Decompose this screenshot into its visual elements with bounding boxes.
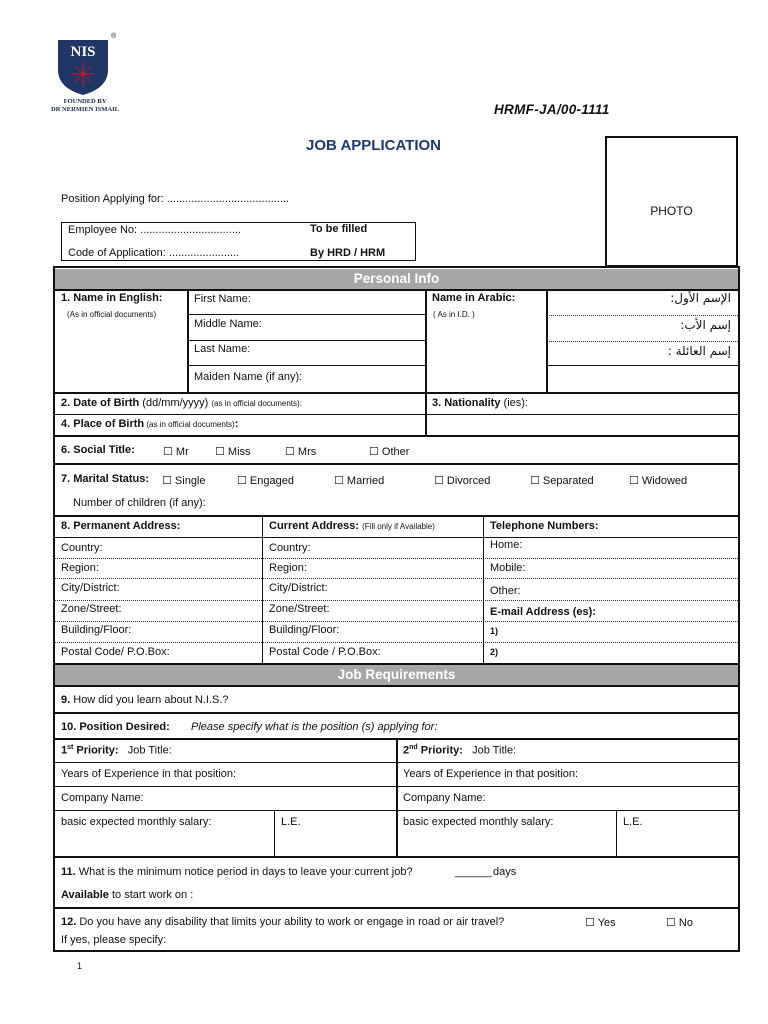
position-applying-field[interactable]: Position Applying for: ........................................: [61, 193, 290, 205]
dob-format: (dd/mm/yyyy): [139, 397, 212, 409]
phone-other-field[interactable]: Other:: [490, 585, 521, 597]
marital-divorced-checkbox[interactable]: ☐ Divorced: [434, 475, 491, 487]
photo-box[interactable]: [605, 136, 738, 267]
priority-2-job-title-field[interactable]: [403, 744, 516, 757]
founded-line1: FOUNDED BY: [63, 98, 107, 105]
available-label: Available: [61, 889, 109, 901]
name-arabic-label: Name in Arabic:: [432, 292, 516, 304]
disability-specify-field[interactable]: If yes, please specify:: [61, 934, 167, 946]
name-english-label: 1. Name in English:: [61, 292, 163, 304]
priority-2-years-field[interactable]: Years of Experience in that position:: [403, 768, 579, 780]
logo-text: NIS: [70, 44, 96, 60]
social-title-other-checkbox[interactable]: ☐ Other: [369, 446, 410, 458]
priority-2-label: Priority:: [417, 744, 463, 757]
place-of-birth-field[interactable]: [61, 418, 238, 430]
disability-no-checkbox[interactable]: ☐ No: [666, 917, 693, 929]
perm-zone-field[interactable]: Zone/Street:: [61, 603, 122, 615]
employee-no-field[interactable]: Employee No: .................................: [68, 224, 241, 236]
email-2-field[interactable]: 2): [490, 647, 499, 657]
nationality-label: 3. Nationality: [432, 397, 501, 409]
q12-text: Do you have any disability that limits your ability to work or engage in road or air travel?: [76, 916, 505, 928]
social-title-mr-checkbox[interactable]: ☐ Mr: [163, 446, 189, 458]
pob-note: (as in official documents): [144, 420, 235, 429]
marital-widowed-checkbox[interactable]: ☐ Widowed: [629, 475, 688, 487]
priority-1-label: Priority:: [73, 744, 119, 757]
position-desired-instruction: Please specify what is the position (s) applying for:: [191, 721, 438, 733]
date-of-birth-field[interactable]: [61, 397, 302, 409]
by-hrd-note: By HRD / HRM: [310, 247, 386, 259]
social-title-miss-checkbox[interactable]: ☐ Miss: [215, 446, 251, 458]
permanent-address-label: 8. Permanent Address:: [61, 520, 181, 532]
q12-disability-question: [61, 916, 504, 928]
marital-single-checkbox[interactable]: ☐ Single: [162, 475, 206, 487]
founded-line2: DR NERMIEN ISMAIL: [51, 106, 119, 113]
perm-country-field[interactable]: Country:: [61, 542, 103, 554]
current-address-note: (Fill only if Available): [362, 522, 435, 531]
telephone-numbers-label: Telephone Numbers:: [490, 520, 599, 532]
middle-name-field[interactable]: Middle Name:: [194, 318, 262, 330]
curr-country-field[interactable]: Country:: [269, 542, 311, 554]
curr-city-field[interactable]: City/District:: [269, 582, 328, 594]
number-of-children-field[interactable]: Number of children (if any):: [73, 497, 206, 509]
q11-days-input[interactable]: ______: [455, 866, 492, 878]
marital-engaged-checkbox[interactable]: ☐ Engaged: [237, 475, 294, 487]
priority-2-sup: nd: [409, 744, 418, 751]
q9-number: 9.: [61, 694, 71, 706]
priority-1-salary-label: basic expected monthly salary:: [61, 816, 212, 828]
dob-label: 2. Date of Birth: [61, 397, 140, 409]
arabic-first-name-field[interactable]: الإسم الأول:: [670, 291, 731, 305]
q9-text: How did you learn about N.I.S.?: [70, 694, 229, 706]
priority-2-salary-label: basic expected monthly salary:: [403, 816, 554, 828]
q11-days-label: days: [493, 866, 517, 878]
priority-2-num: 2: [403, 744, 410, 757]
email-1-field[interactable]: 1): [490, 626, 499, 636]
perm-postal-field[interactable]: Postal Code/ P.O.Box:: [61, 646, 170, 658]
q11-notice-period: [61, 866, 413, 878]
priority-1-job-title-field[interactable]: [61, 744, 172, 757]
arabic-father-name-field[interactable]: إسم الأب:: [680, 318, 731, 332]
current-address-label-group: [269, 520, 435, 532]
nationality-field[interactable]: [432, 397, 528, 409]
perm-building-field[interactable]: Building/Floor:: [61, 624, 132, 636]
to-be-filled-note: To be filled: [310, 223, 368, 235]
registered-mark: ®: [111, 33, 117, 40]
nis-logo: [56, 38, 110, 96]
first-name-field[interactable]: First Name:: [194, 293, 251, 305]
marital-married-checkbox[interactable]: ☐ Married: [334, 475, 385, 487]
priority-2-job-title: Job Title:: [472, 744, 517, 757]
disability-yes-checkbox[interactable]: ☐ Yes: [585, 917, 616, 929]
section-job-requirements: Job Requirements: [55, 665, 738, 685]
phone-mobile-field[interactable]: Mobile:: [490, 562, 526, 574]
curr-zone-field[interactable]: Zone/Street:: [269, 603, 330, 615]
nationality-suffix: (ies):: [500, 397, 528, 409]
priority-1-company-field[interactable]: Company Name:: [61, 792, 144, 804]
arabic-family-name-field[interactable]: إسم العائلة :: [667, 344, 731, 358]
logo-founded-by: [40, 98, 130, 114]
document-reference: HRMF-JA/00-1111: [494, 102, 610, 117]
social-title-label: 6. Social Title:: [61, 444, 135, 456]
priority-1-years-field[interactable]: Years of Experience in that position:: [61, 768, 237, 780]
marital-separated-checkbox[interactable]: ☐ Separated: [530, 475, 594, 487]
perm-city-field[interactable]: City/District:: [61, 582, 120, 594]
curr-building-field[interactable]: Building/Floor:: [269, 624, 340, 636]
phone-home-field[interactable]: Home:: [490, 539, 523, 551]
pob-label: 4. Place of Birth: [61, 418, 145, 430]
email-address-label: E-mail Address (es):: [490, 606, 596, 618]
photo-label: PHOTO: [650, 204, 693, 218]
current-address-label: Current Address:: [269, 520, 360, 532]
q12-number: 12.: [61, 916, 77, 928]
priority-1-sup: st: [67, 744, 74, 751]
curr-postal-field[interactable]: Postal Code / P.O.Box:: [269, 646, 381, 658]
q11-number: 11.: [61, 866, 76, 878]
page-title: JOB APPLICATION: [306, 137, 442, 154]
social-title-mrs-checkbox[interactable]: ☐ Mrs: [285, 446, 317, 458]
name-english-note: (As in official documents): [67, 310, 157, 319]
priority-1-job-title: Job Title:: [127, 744, 172, 757]
section-personal-info: Personal Info: [55, 269, 738, 289]
perm-region-field[interactable]: Region:: [61, 562, 99, 574]
marital-status-label: 7. Marital Status:: [61, 473, 150, 485]
priority-2-company-field[interactable]: Company Name:: [403, 792, 486, 804]
code-of-application-field[interactable]: Code of Application: .......................: [68, 247, 240, 259]
dob-note: (as in official documents):: [211, 399, 302, 408]
last-name-field[interactable]: Last Name:: [194, 343, 251, 355]
name-arabic-note: ( As in I.D. ): [433, 310, 475, 319]
page-number: 1: [77, 961, 83, 971]
position-desired-label: 10. Position Desired:: [61, 721, 170, 733]
employee-info-box: [61, 222, 416, 261]
priority-2-salary-field[interactable]: L.E.: [623, 816, 643, 828]
available-start-field[interactable]: [61, 889, 193, 901]
available-rest: to start work on :: [108, 889, 194, 901]
maiden-name-field[interactable]: Maiden Name (if any):: [194, 371, 303, 383]
q11-text: What is the minimum notice period in days to leave your current job?: [75, 866, 413, 878]
curr-region-field[interactable]: Region:: [269, 562, 307, 574]
q9-field[interactable]: [61, 694, 229, 706]
priority-1-num: 1: [61, 744, 68, 757]
pob-colon: :: [234, 418, 239, 430]
priority-1-salary-field[interactable]: L.E.: [281, 816, 301, 828]
